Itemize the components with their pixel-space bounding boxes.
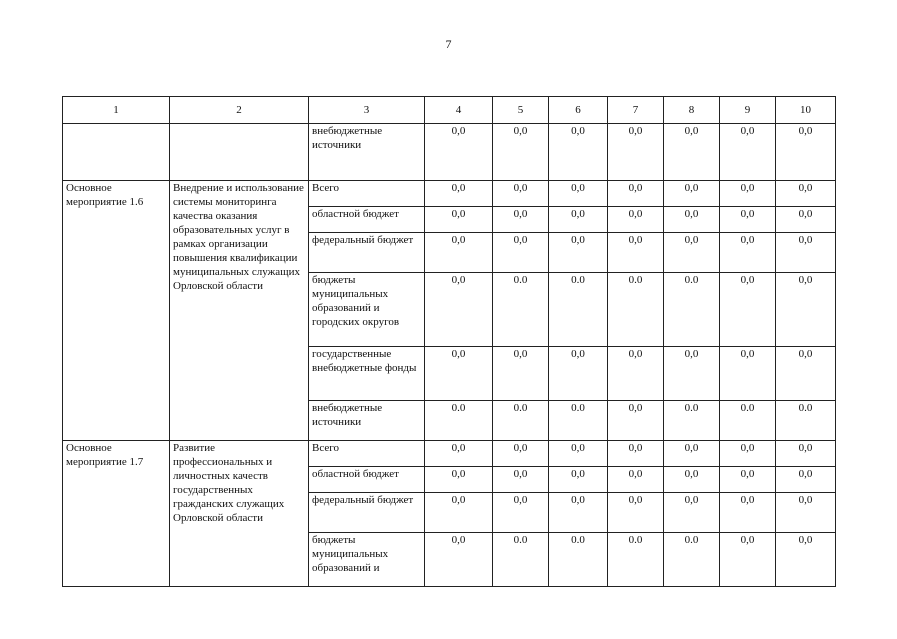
funding-source: федеральный бюджет [309, 493, 425, 533]
value-cell: 0,0 [493, 233, 549, 273]
value-cell: 0,0 [425, 533, 493, 587]
value-cell: 0,0 [608, 493, 664, 533]
measure-title-cell: Основное мероприятие 1.7 [63, 441, 170, 587]
value-cell: 0,0 [776, 181, 836, 207]
value-cell: 0,0 [720, 467, 776, 493]
value-cell: 0,0 [549, 207, 608, 233]
value-cell: 0,0 [608, 181, 664, 207]
header-row [63, 97, 836, 124]
measure-title-cell [63, 124, 170, 181]
value-cell: 0,0 [493, 124, 549, 181]
value-cell: 0,0 [549, 493, 608, 533]
value-cell: 0.0 [608, 273, 664, 347]
column-header: 2 [170, 97, 309, 124]
column-header: 9 [720, 97, 776, 124]
funding-source: областной бюджет [309, 207, 425, 233]
value-cell: 0,0 [608, 401, 664, 441]
value-cell: 0.0 [664, 273, 720, 347]
column-header: 7 [608, 97, 664, 124]
column-header: 10 [776, 97, 836, 124]
value-cell: 0,0 [720, 533, 776, 587]
funding-source: Всего [309, 181, 425, 207]
value-cell: 0,0 [608, 347, 664, 401]
value-cell: 0,0 [493, 347, 549, 401]
value-cell: 0,0 [776, 233, 836, 273]
column-header: 5 [493, 97, 549, 124]
value-cell: 0.0 [549, 533, 608, 587]
value-cell: 0.0 [776, 401, 836, 441]
column-header: 1 [63, 97, 170, 124]
funding-source: внебюджетные источники [309, 124, 425, 181]
value-cell: 0.0 [493, 401, 549, 441]
funding-source: федеральный бюджет [309, 233, 425, 273]
column-header: 6 [549, 97, 608, 124]
value-cell: 0,0 [549, 441, 608, 467]
funding-source: Всего [309, 441, 425, 467]
value-cell: 0,0 [720, 181, 776, 207]
value-cell: 0.0 [664, 533, 720, 587]
table-row [63, 441, 836, 467]
value-cell: 0,0 [425, 207, 493, 233]
value-cell: 0,0 [720, 493, 776, 533]
value-cell: 0,0 [720, 273, 776, 347]
value-cell: 0.0 [608, 533, 664, 587]
value-cell: 0,0 [776, 273, 836, 347]
funding-source: бюджеты муниципальных образований и [309, 533, 425, 587]
value-cell: 0.0 [720, 401, 776, 441]
value-cell: 0.0 [549, 401, 608, 441]
value-cell: 0,0 [776, 441, 836, 467]
value-cell: 0,0 [776, 207, 836, 233]
funding-source: государственные внебюджетные фонды [309, 347, 425, 401]
value-cell: 0,0 [720, 207, 776, 233]
value-cell: 0,0 [425, 273, 493, 347]
measure-description-cell: Развитие профессиональных и личностных качеств государственных гражданских служащих Орловской области [170, 441, 309, 587]
value-cell: 0.0 [493, 533, 549, 587]
measure-description-cell [170, 124, 309, 181]
funding-source: областной бюджет [309, 467, 425, 493]
value-cell: 0,0 [664, 493, 720, 533]
value-cell: 0,0 [608, 207, 664, 233]
value-cell: 0,0 [720, 233, 776, 273]
value-cell: 0.0 [425, 401, 493, 441]
value-cell: 0,0 [720, 347, 776, 401]
value-cell: 0,0 [608, 441, 664, 467]
value-cell: 0,0 [425, 493, 493, 533]
value-cell: 0,0 [608, 124, 664, 181]
value-cell: 0,0 [425, 467, 493, 493]
page-number: 7 [445, 37, 452, 51]
value-cell: 0.0 [664, 401, 720, 441]
value-cell: 0,0 [776, 347, 836, 401]
value-cell: 0,0 [664, 181, 720, 207]
value-cell: 0,0 [425, 347, 493, 401]
value-cell: 0,0 [493, 181, 549, 207]
value-cell: 0,0 [776, 493, 836, 533]
funding-source: бюджеты муниципальных образований и городских округов [309, 273, 425, 347]
value-cell: 0,0 [549, 181, 608, 207]
value-cell: 0,0 [720, 124, 776, 181]
value-cell: 0,0 [549, 124, 608, 181]
measure-description-cell: Внедрение и использование системы мониторинга качества оказания образовательных услуг в рамках организации повышения квалификации муниципальных служащих Орловской области [170, 181, 309, 441]
value-cell: 0,0 [776, 533, 836, 587]
value-cell: 0,0 [425, 124, 493, 181]
table-row [63, 124, 836, 181]
value-cell: 0,0 [664, 207, 720, 233]
value-cell: 0,0 [549, 233, 608, 273]
column-header: 3 [309, 97, 425, 124]
value-cell: 0,0 [776, 124, 836, 181]
value-cell: 0,0 [549, 347, 608, 401]
value-cell: 0,0 [425, 233, 493, 273]
value-cell: 0,0 [549, 467, 608, 493]
measure-title-cell: Основное мероприятие 1.6 [63, 181, 170, 441]
value-cell: 0,0 [493, 467, 549, 493]
table-row [63, 181, 836, 207]
value-cell: 0,0 [608, 467, 664, 493]
value-cell: 0,0 [425, 441, 493, 467]
value-cell: 0.0 [493, 273, 549, 347]
value-cell: 0,0 [493, 441, 549, 467]
funding-source: внебюджетные источники [309, 401, 425, 441]
value-cell: 0,0 [664, 124, 720, 181]
column-header: 4 [425, 97, 493, 124]
value-cell: 0,0 [493, 493, 549, 533]
value-cell: 0,0 [608, 233, 664, 273]
budget-table [62, 96, 836, 587]
value-cell: 0,0 [493, 207, 549, 233]
value-cell: 0,0 [720, 441, 776, 467]
value-cell: 0,0 [664, 467, 720, 493]
value-cell: 0,0 [425, 181, 493, 207]
value-cell: 0.0 [549, 273, 608, 347]
column-header: 8 [664, 97, 720, 124]
value-cell: 0,0 [664, 347, 720, 401]
value-cell: 0,0 [664, 233, 720, 273]
value-cell: 0,0 [776, 467, 836, 493]
value-cell: 0,0 [664, 441, 720, 467]
